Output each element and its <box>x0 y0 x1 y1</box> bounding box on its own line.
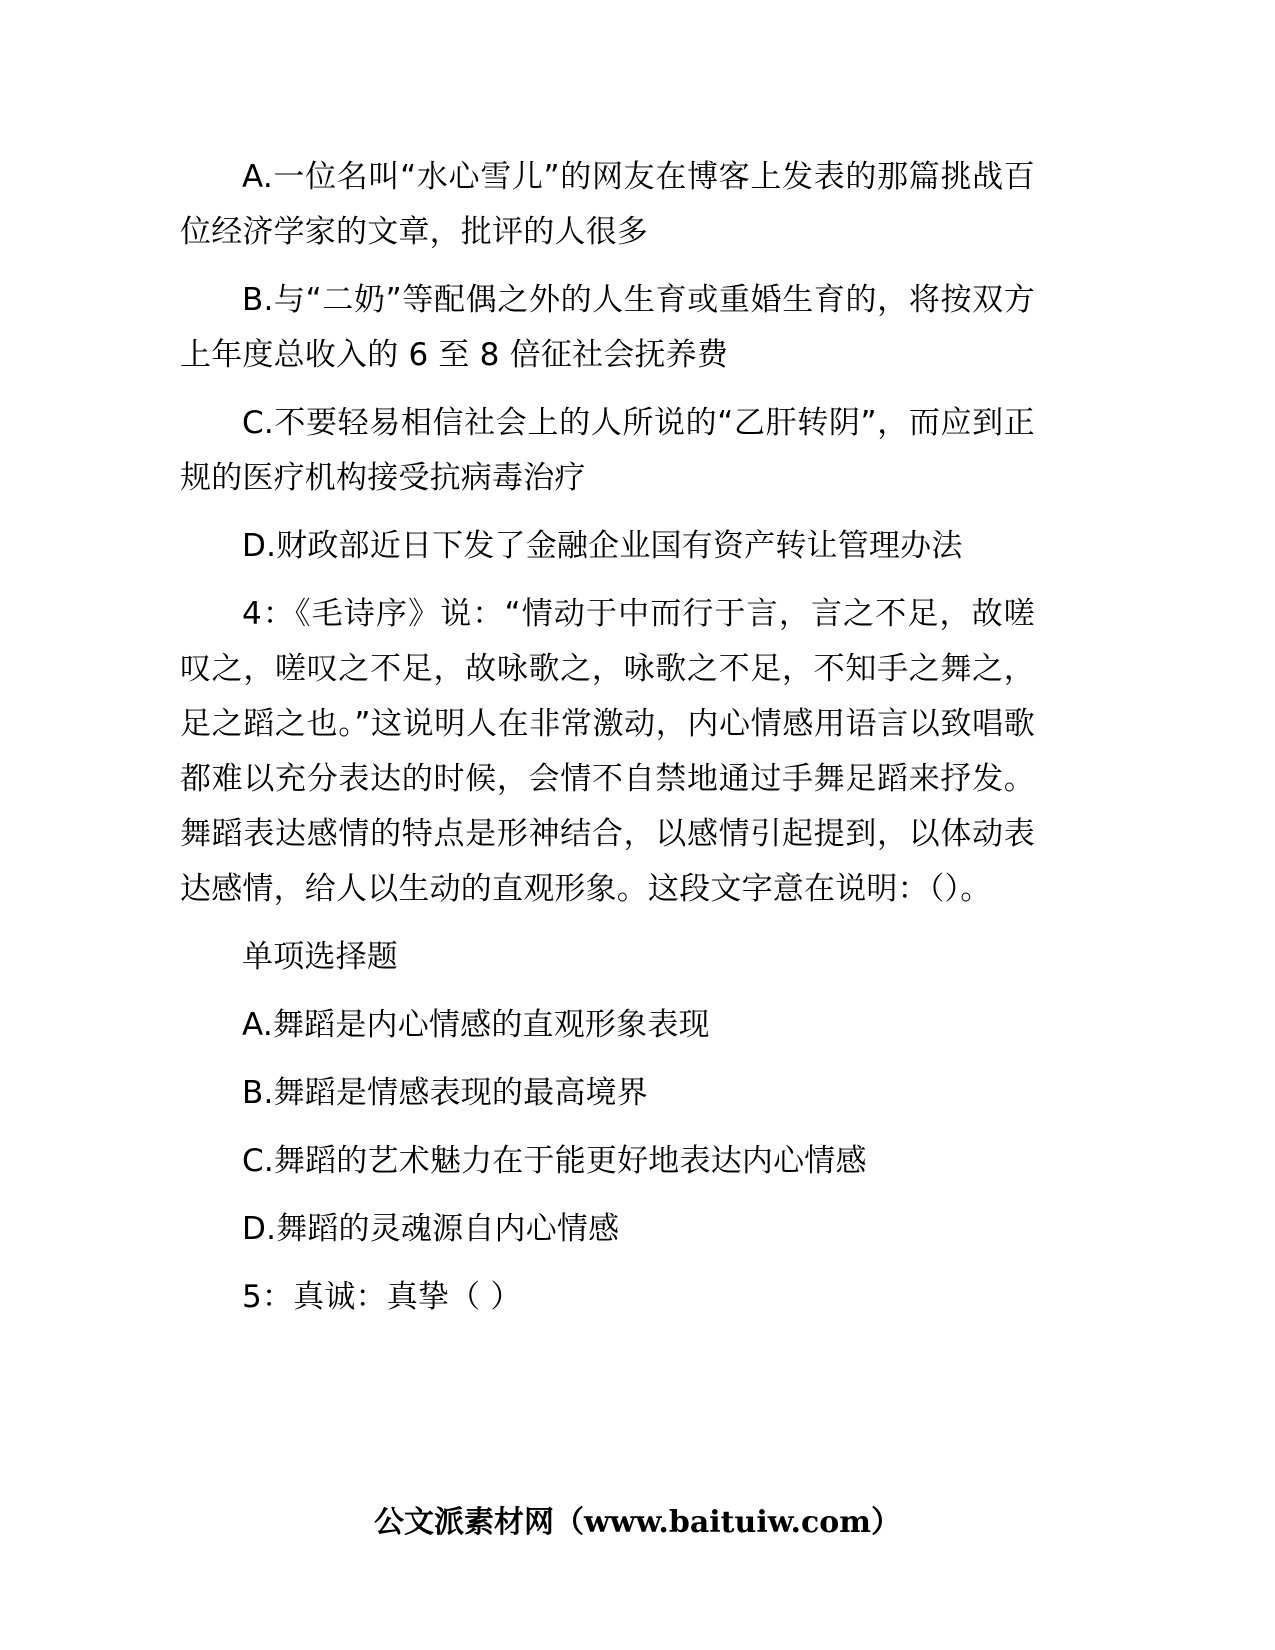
option-c-q4: C.舞蹈的艺术魅力在于能更好地表达内心情感 <box>242 1143 867 1179</box>
option-d-q4: D.舞蹈的灵魂源自内心情感 <box>242 1211 620 1247</box>
footer-watermark: 公文派素材网（www.baituiw.com） <box>373 1505 902 1540</box>
option-a-q3: A.一位名叫“水心雪儿”的网友在博客上发表的那篇挑战百位经济学家的文章，批评的人很多 <box>180 159 1035 250</box>
option-d-q3: D.财政部近日下发了金融企业国有资产转让管理办法 <box>242 528 963 564</box>
question-type-label: 单项选择题 <box>242 939 398 975</box>
question-5: 5：真诚：真挚（ ） <box>242 1279 522 1315</box>
option-a-q4: A.舞蹈是内心情感的直观形象表现 <box>242 1007 710 1043</box>
option-c-q3: C.不要轻易相信社会上的人所说的“乙肝转阴”，而应到正规的医疗机构接受抗病毒治疗 <box>180 405 1035 496</box>
option-b-q3: B.与“二奶”等配偶之外的人生育或重婚生育的，将按双方上年度总收入的 6 至 8 倍征社会抚养费 <box>180 282 1035 373</box>
document-body <box>180 150 1035 1338</box>
question-4: 4：《毛诗序》说：“情动于中而行于言，言之不足，故嗟叹之，嗟叹之不足，故咏歌之，咏歌之不足，不知手之舞之，足之蹈之也。”这说明人在非常激动，内心情感用语言以致唱歌都难以充分表达的时候，会情不自禁地通过手舞足蹈来抒发。舞蹈表达感情的特点是形神结合，以感情引起提到，以体动表达感情，给人以生动的直观形象。这段文字意在说明：（）。 <box>180 596 1035 907</box>
option-b-q4: B.舞蹈是情感表现的最高境界 <box>242 1075 648 1111</box>
